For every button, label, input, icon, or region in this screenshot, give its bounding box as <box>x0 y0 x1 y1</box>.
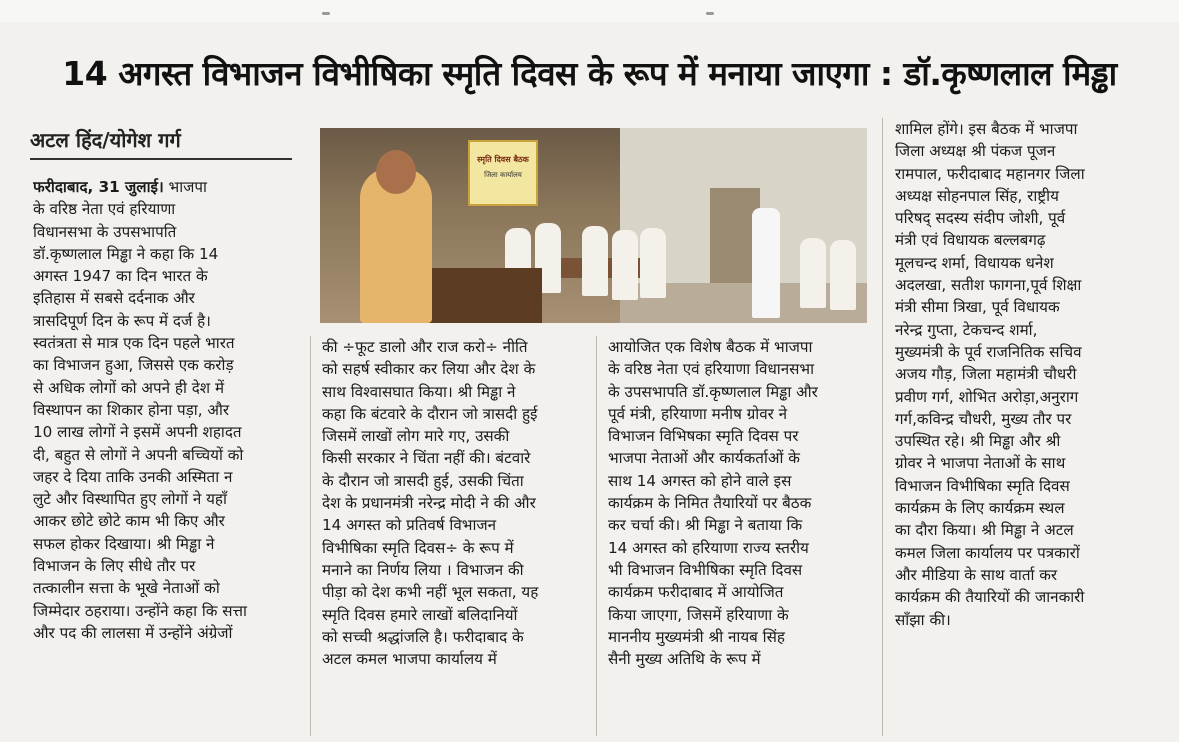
article-line <box>608 559 870 581</box>
article-line-text: दी, बहुत से लोगों ने अपनी बच्चियों को <box>33 445 244 464</box>
article-line <box>322 447 584 469</box>
article-line-text: मनाने का निर्णय लिया । विभाजन की <box>322 560 524 579</box>
article-line-text: इतिहास में सबसे दर्दनाक और <box>33 289 195 308</box>
photo-person <box>582 226 608 296</box>
article-line <box>33 354 297 376</box>
article-line <box>895 118 1157 140</box>
article-line <box>33 399 297 421</box>
article-line <box>895 564 1157 586</box>
article-line <box>322 537 584 559</box>
article-line <box>895 408 1157 430</box>
article-line-text: के वरिष्ठ नेता एवं हरियाणा विधानसभा <box>608 360 815 379</box>
photo-banner <box>468 140 538 206</box>
article-line <box>895 475 1157 497</box>
article-line-text: शामिल होंगे। इस बैठक में भाजपा <box>895 120 1078 138</box>
byline: अटल हिंद/योगेश गर्ग <box>30 128 181 152</box>
article-line <box>322 581 584 603</box>
article-line-text: अगस्त 1947 का दिन भारत के <box>33 267 208 286</box>
article-line <box>33 332 297 354</box>
article-line-text: कार्यक्रम के लिए कार्यक्रम स्थल <box>895 499 1065 518</box>
article-line-text: और पद की लालसा में उन्होंने अंग्रेजों <box>33 623 233 642</box>
article-line <box>895 386 1157 408</box>
article-line-text: पूर्व मंत्री, हरियाणा मनीष ग्रोवर ने <box>608 404 788 423</box>
article-line-text: गर्ग,कविन्द्र चौधरी, मुख्य तौर पर <box>895 409 1072 428</box>
article-column-1 <box>33 176 297 644</box>
article-line <box>33 265 297 287</box>
article-line <box>608 514 870 536</box>
column-divider <box>882 118 883 736</box>
photo-person <box>612 230 638 300</box>
article-line-text: 14 अगस्त को प्रतिवर्ष विभाजन <box>322 516 497 535</box>
article-line-text: कमल जिला कार्यालय पर पत्रकारों <box>895 543 1080 562</box>
article-line <box>322 604 584 626</box>
article-line-text: मूलचन्द शर्मा, विधायक धनेश <box>895 253 1054 272</box>
article-line <box>895 497 1157 519</box>
article-line-text: का दौरा किया। श्री मिड्ढा ने अटल <box>895 521 1074 540</box>
article-line-text: मुख्यमंत्री के पूर्व राजनितिक सचिव <box>895 342 1082 361</box>
article-line <box>608 336 870 358</box>
article-line-text: 14 अगस्त को हरियाणा राज्य स्तरीय <box>608 538 809 557</box>
article-line-text: कार्यक्रम के निमित तैयारियों पर बैठक <box>608 494 812 513</box>
article-line <box>322 425 584 447</box>
scan-mark <box>706 12 714 15</box>
article-line-text: देश के प्रधानमंत्री नरेन्द्र मोदी ने की और <box>322 494 536 513</box>
article-line-text: ग्रोवर ने भाजपा नेताओं के साथ <box>895 454 1066 473</box>
article-line-text: विभाजन के लिए सीधे तौर पर <box>33 557 196 576</box>
article-line <box>895 229 1157 251</box>
column-divider <box>596 336 597 736</box>
article-line-text: जिसमें लाखों लोग मारे गए, उसकी <box>322 427 510 446</box>
article-line-text: भी विभाजन विभीषिका स्मृति दिवस <box>608 560 803 579</box>
article-line <box>33 377 297 399</box>
article-line <box>895 341 1157 363</box>
article-line <box>895 586 1157 608</box>
article-line-text: स्मृति दिवस हमारे लाखों बलिदानियों <box>322 605 518 624</box>
article-line-text: मंत्री एवं विधायक बल्लबगढ़ <box>895 231 1046 250</box>
article-line <box>895 185 1157 207</box>
article-line <box>608 425 870 447</box>
article-line <box>33 600 297 622</box>
article-line-text: और मीडिया के साथ वार्ता कर <box>895 565 1058 584</box>
headline: 14 अगस्त विभाजन विभीषिका स्मृति दिवस के रूप में मनाया जाएगा : डॉ.कृष्णलाल मिड्ढा <box>62 54 1117 93</box>
article-line <box>608 581 870 603</box>
article-line-text: त्रासदिपूर्ण दिन के रूप में दर्ज है। <box>33 311 211 330</box>
article-line-text: उपस्थित रहे। श्री मिड्ढा और श्री <box>895 432 1061 451</box>
article-line-text: अटल कमल भाजपा कार्यालय में <box>322 650 497 669</box>
photo-banner-text: स्मृति दिवस बैठक <box>477 155 529 164</box>
article-line-text: माननीय मुख्यमंत्री श्री नायब सिंह <box>608 627 785 646</box>
article-line-text: साथ विश्वासघात किया। श्री मिड्ढा ने <box>322 382 516 401</box>
article-line <box>33 444 297 466</box>
article-line <box>895 319 1157 341</box>
article-line <box>895 519 1157 541</box>
article-line <box>322 403 584 425</box>
article-line <box>33 287 297 309</box>
article-line-text: पीड़ा को देश कभी नहीं भूल सकता, यह <box>322 583 539 602</box>
article-line-text: से अधिक लोगों को अपने ही देश में <box>33 378 225 397</box>
article-line <box>608 604 870 626</box>
article-line <box>33 221 297 243</box>
article-line-text: तत्कालीन सत्ता के भूखे नेताओं को <box>33 579 220 598</box>
article-line-text: जिला अध्यक्ष श्री पंकज पूजन <box>895 142 1056 161</box>
article-line-text: विभाजन विभिषका स्मृति दिवस पर <box>608 427 799 446</box>
photo-person <box>830 240 856 310</box>
article-line <box>322 358 584 380</box>
article-line-text: आकर छोटे छोटे काम भी किए और <box>33 512 225 531</box>
article-line <box>322 336 584 358</box>
photo-speaker-head <box>376 150 416 194</box>
article-line-text: के उपसभापति डॉ.कृष्णलाल मिड्ढा और <box>608 382 818 401</box>
article-line <box>895 609 1157 631</box>
dateline: फरीदाबाद, 31 जुलाई। <box>33 178 164 196</box>
article-line <box>608 537 870 559</box>
scan-mark <box>322 12 330 15</box>
article-line-text: की ÷फूट डालो और राज करो÷ नीति <box>322 338 528 356</box>
article-line <box>608 470 870 492</box>
article-column-3 <box>608 336 870 670</box>
article-line-text: किया जाएगा, जिसमें हरियाणा के <box>608 605 789 624</box>
article-line-text: साथ 14 अगस्त को होने वाले इस <box>608 471 792 490</box>
article-line-text: कार्यक्रम फरीदाबाद में आयोजित <box>608 583 784 602</box>
article-line <box>33 421 297 443</box>
article-line-text: 10 लाख लोगों ने इसमें अपनी शहादत <box>33 423 242 442</box>
article-line <box>33 243 297 265</box>
article-line <box>895 296 1157 318</box>
article-line-text: कर चर्चा की। श्री मिड्ढा ने बताया कि <box>608 516 803 535</box>
article-line <box>895 252 1157 274</box>
article-line <box>895 430 1157 452</box>
article-line <box>895 163 1157 185</box>
article-line <box>322 626 584 648</box>
article-line-text: कहा कि बंटवारे के दौरान जो त्रासदी हुई <box>322 404 538 423</box>
photo-person <box>800 238 826 308</box>
article-line-text: जहर दे दिया ताकि उनकी अस्मिता न <box>33 467 233 486</box>
article-line <box>322 492 584 514</box>
article-line <box>33 577 297 599</box>
article-line <box>895 363 1157 385</box>
article-line-text: अध्यक्ष सोहनपाल सिंह, राष्ट्रीय <box>895 186 1059 205</box>
article-line-text: विभाजन विभीषिका स्मृति दिवस <box>895 476 1070 495</box>
photo-person <box>640 228 666 298</box>
article-line <box>322 648 584 670</box>
article-line-text: विस्थापन का शिकार होना पड़ा, और <box>33 400 230 419</box>
article-line <box>895 207 1157 229</box>
article-line-text: जिम्मेदार ठहराया। उन्होंने कहा कि सत्ता <box>33 601 247 620</box>
article-line <box>33 176 297 198</box>
article-line <box>33 555 297 577</box>
article-line-text: भाजपा नेताओं और कार्यकर्ताओं के <box>608 449 800 468</box>
article-line-text: के वरिष्ठ नेता एवं हरियाणा <box>33 200 176 219</box>
article-line-text: भाजपा <box>163 178 207 196</box>
article-line <box>33 310 297 332</box>
article-line-text: रामपाल, फरीदाबाद महानगर जिला <box>895 164 1085 183</box>
top-strip <box>0 0 1179 22</box>
article-line-text: स्वतंत्रता से मात्र एक दिन पहले भारत <box>33 334 235 353</box>
article-line-text: सैनी मुख्य अतिथि के रूप में <box>608 650 761 669</box>
article-line-text: को सहर्ष स्वीकार कर लिया और देश के <box>322 360 536 379</box>
photo-standing-person <box>752 208 780 318</box>
article-line <box>33 466 297 488</box>
article-line-text: का विभाजन हुआ, जिससे एक करोड़ <box>33 356 234 375</box>
article-line <box>33 533 297 555</box>
article-line <box>608 626 870 648</box>
article-line-text: सफल होकर दिखाया। श्री मिड्ढा ने <box>33 534 215 553</box>
article-line <box>895 140 1157 162</box>
article-line <box>322 559 584 581</box>
article-line-text: नरेन्द्र गुप्ता, टेकचन्द शर्मा, <box>895 320 1038 339</box>
article-line <box>608 447 870 469</box>
article-column-4 <box>895 118 1157 631</box>
article-line-text: किसी सरकार ने चिंता नहीं की। बंटवारे <box>322 449 531 468</box>
news-photo <box>320 128 867 323</box>
article-line <box>33 510 297 532</box>
article-line <box>322 381 584 403</box>
article-line-text: आयोजित एक विशेष बैठक में भाजपा <box>608 338 813 356</box>
article-line-text: विभीषिका स्मृति दिवस÷ के रूप में <box>322 538 514 557</box>
article-line <box>608 648 870 670</box>
article-line-text: के दौरान जो त्रासदी हुई, उसकी चिंता <box>322 471 524 490</box>
article-line-text: साँझा की। <box>895 610 951 629</box>
article-line <box>608 381 870 403</box>
article-line <box>33 488 297 510</box>
article-line <box>608 358 870 380</box>
article-line-text: को सच्ची श्रद्धांजलि है। फरीदाबाद के <box>322 627 524 646</box>
article-column-2 <box>322 336 584 670</box>
article-line-text: डॉ.कृष्णलाल मिड्ढा ने कहा कि 14 <box>33 244 219 263</box>
article-line <box>33 198 297 220</box>
article-line <box>33 622 297 644</box>
article-line-text: परिषद् सदस्य संदीप जोशी, पूर्व <box>895 209 1066 228</box>
photo-banner-sub: जिला कार्यालय <box>484 171 522 179</box>
article-line-text: विधानसभा के उपसभापति <box>33 222 177 241</box>
article-line-text: लुटे और विस्थापित हुए लोगों ने यहाँ <box>33 490 227 509</box>
article-line-text: कार्यक्रम की तैयारियों की जानकारी <box>895 588 1085 607</box>
article-line <box>322 470 584 492</box>
article-line-text: मंत्री सीमा त्रिखा, पूर्व विधायक <box>895 298 1060 317</box>
article-line <box>608 492 870 514</box>
article-line-text: अजय गौड़, जिला महामंत्री चौधरी <box>895 365 1077 384</box>
article-line <box>895 452 1157 474</box>
column-divider <box>310 336 311 736</box>
article-line <box>608 403 870 425</box>
article-line <box>322 514 584 536</box>
article-line-text: प्रवीण गर्ग, शोभित अरोड़ा,अनुराग <box>895 387 1079 406</box>
article-line <box>895 274 1157 296</box>
article-line <box>895 542 1157 564</box>
article-line-text: अदलखा, सतीश फागना,पूर्व शिक्षा <box>895 276 1082 295</box>
byline-rule <box>30 158 292 160</box>
